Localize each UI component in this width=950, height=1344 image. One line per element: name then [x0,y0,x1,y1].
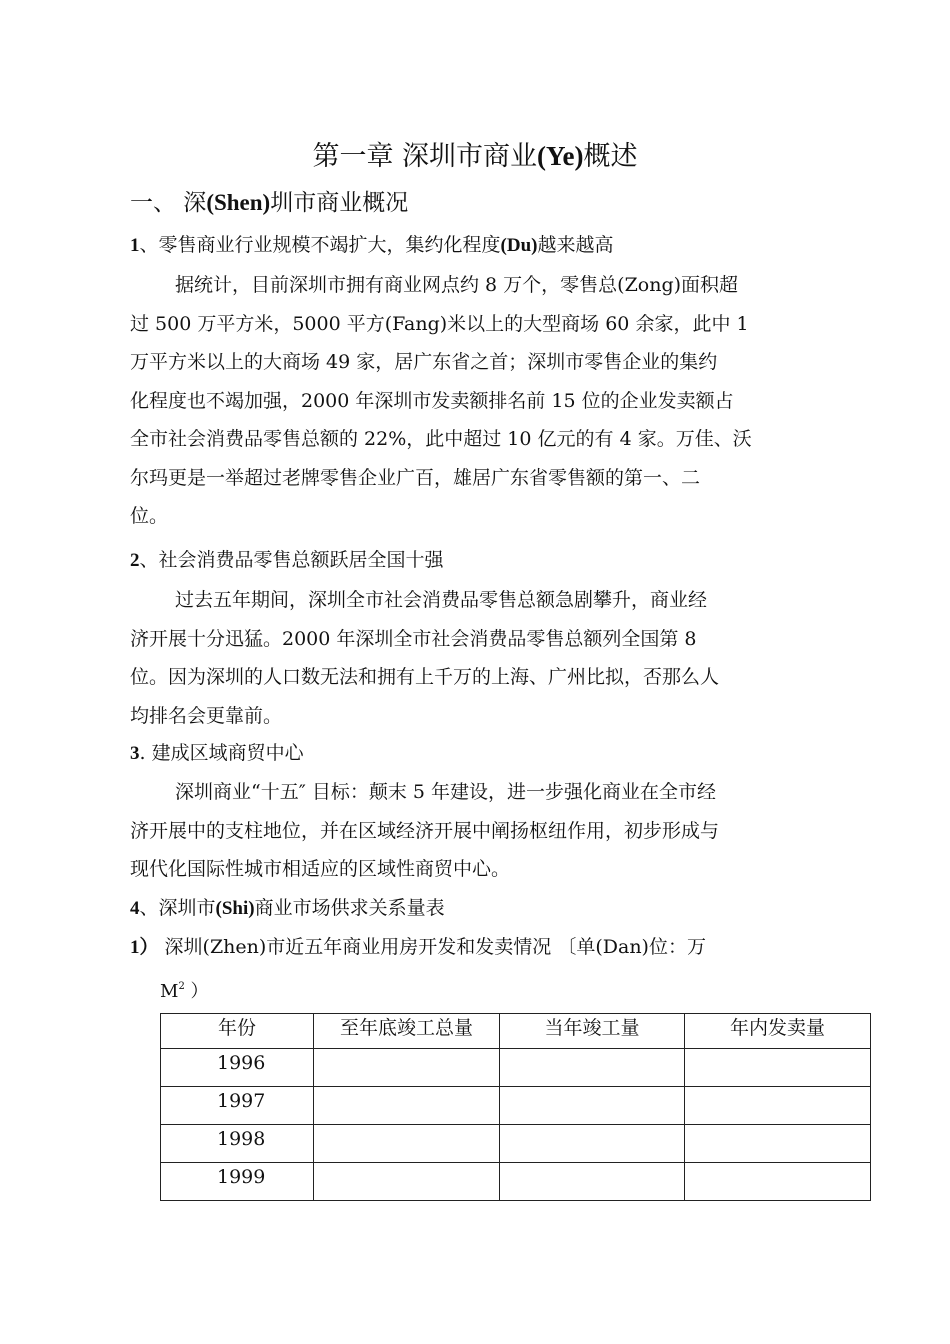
subheading-text: 、社会消费品零售总额跃居全国十强 [139,549,444,571]
item-1-unit [160,970,209,1009]
section-heading-text: 一、 深 [130,190,207,216]
paragraph-line: 济开展中的支柱地位，并在区域经济开展中阐扬枢纽作用，初步形成与 [130,819,720,842]
subheading-3 [130,736,304,771]
table-cell-year: 1997 [161,1087,314,1125]
table-row [161,1163,871,1201]
paragraph-line: 过去五年期间，深圳全市社会消费品零售总额急剧攀升，商业经 [175,589,708,611]
table-row [161,1125,871,1163]
table-cell [314,1087,500,1125]
paragraph-line: 万平方米以上的大商场 49 家，居广东省之首；深圳市零售企业的集约 [130,351,718,373]
paragraph-line: 深圳商业“十五″ 目标：颠末 5 年建设，进一步强化商业在全市经 [175,781,717,803]
paragraph-3 [130,773,830,889]
subheading-tail: 商业市场供求关系量表 [254,897,445,919]
paragraph-1 [130,266,830,536]
paragraph-line: 尔玛更是一举超过老牌零售企业广百，雄居广东省零售额的第一、二 [130,466,701,489]
section-heading-pinyin: (Shen) [206,190,271,215]
paragraph-line: 化程度也不竭加强，2000 年深圳市发卖额排名前 15 位的企业发卖额占 [130,389,734,412]
unit-superscript: 2 [178,981,185,992]
unit-close: ） [184,981,209,1002]
table-header-row [161,1014,871,1049]
paragraph-2 [130,581,830,735]
supply-demand-table [160,1013,871,1201]
subheading-text: . 建成区域商贸中心 [139,742,304,764]
subheading-text: 、零售商业行业规模不竭扩大，集约化程度 [139,234,501,256]
item-number: 1） [130,937,159,958]
subheading-number: 3 [130,743,140,764]
subheading-2 [130,543,444,578]
table-cell [314,1049,500,1087]
subheading-pinyin: (Du) [500,235,538,256]
subheading-number: 4 [130,898,140,919]
paragraph-line: 过 500 万平方米，5000 平方(Fang)米以上的大型商场 60 余家，此中 1 [130,312,749,335]
subheading-number: 1 [130,235,140,256]
table-cell [685,1049,871,1087]
subheading-1 [130,228,613,263]
subheading-pinyin: (Shi) [215,898,255,919]
table-cell [500,1125,685,1163]
section-heading-1 [130,184,408,222]
table-header-total-completed: 至年底竣工总量 [314,1014,500,1049]
subheading-number: 2 [130,550,140,571]
unit-text: M [160,981,179,1002]
paragraph-line: 全市社会消费品零售总额的 22%，此中超过 10 亿元的有 4 家。万佳、沃 [130,428,752,450]
subheading-4 [130,891,445,926]
paragraph-line: 位。 [130,505,169,527]
table-cell [685,1163,871,1201]
table-cell [685,1087,871,1125]
chapter-title [0,136,950,177]
table-cell [314,1125,500,1163]
table-cell [685,1125,871,1163]
paragraph-line: 位。因为深圳的人口数无法和拥有上千万的上海、广州比拟，否那么人 [130,666,720,688]
table-row [161,1049,871,1087]
section-heading-tail: 圳市商业概况 [270,190,409,216]
chapter-title-tail: 概述 [583,141,638,172]
table-cell-year: 1996 [161,1049,314,1087]
table-header-year: 年份 [161,1014,314,1049]
table-header-annual-completed: 当年竣工量 [500,1014,685,1049]
table-cell [500,1087,685,1125]
paragraph-line: 济开展十分迅猛。2000 年深圳全市社会消费品零售总额列全国第 8 [130,627,697,650]
chapter-title-pinyin: (Ye) [537,141,584,171]
table-header-annual-sales: 年内发卖量 [685,1014,871,1049]
table-cell-year: 1998 [161,1125,314,1163]
chapter-title-text: 第一章 深圳市商业 [312,141,538,172]
table-cell [500,1049,685,1087]
subheading-tail: 越来越高 [537,234,614,256]
table-cell-year: 1999 [161,1163,314,1201]
table-row [161,1087,871,1125]
item-caption-text: 深圳(Zhen)市近五年商业用房开发和发卖情况 〔单(Dan)位：万 [158,936,706,958]
table-cell [314,1163,500,1201]
paragraph-line: 现代化国际性城市相适应的区域性商贸中心。 [130,858,511,880]
paragraph-line: 均排名会更靠前。 [130,704,283,727]
table-cell [500,1163,685,1201]
paragraph-line: 据统计，目前深圳市拥有商业网点约 8 万个，零售总(Zong)面积超 [175,274,739,296]
item-1-caption [130,930,706,965]
subheading-text: 、深圳市 [139,897,216,919]
